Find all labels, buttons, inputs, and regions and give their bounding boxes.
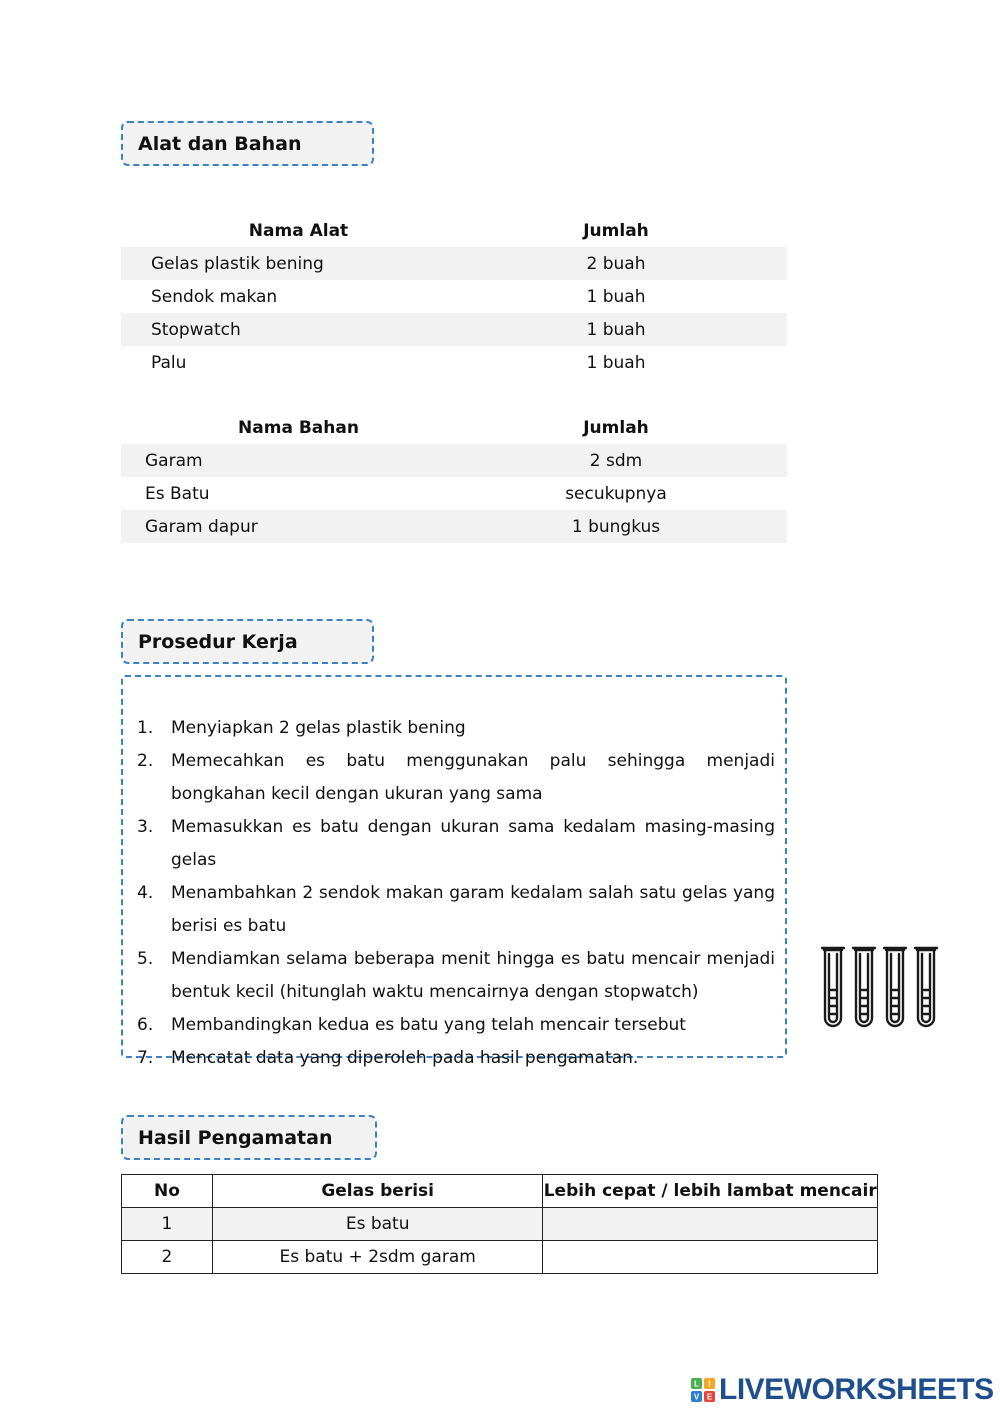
test-tube-icon [853, 948, 875, 1026]
column-header: Nama Alat [248, 220, 349, 241]
alat-table [121, 214, 787, 379]
step-number: 6. [137, 1015, 154, 1035]
test-tube-icon [884, 948, 906, 1026]
list-item [137, 811, 775, 877]
table-header [121, 411, 787, 444]
column-header: Jumlah [583, 417, 649, 438]
logo-letter: E [706, 1392, 713, 1402]
table-row [121, 477, 787, 510]
table-cell: 1 [122, 1208, 213, 1241]
table-cell: 1 buah [586, 286, 646, 307]
column-header: Lebih cepat / lebih lambat mencair [543, 1175, 878, 1208]
step-number: 3. [137, 817, 154, 837]
step-text: Menyiapkan 2 gelas plastik bening [171, 718, 466, 738]
table-cell: Sendok makan [151, 286, 278, 307]
test-tubes-icon [818, 942, 940, 1034]
result-cell[interactable] [543, 1241, 878, 1274]
column-header: Nama Bahan [238, 417, 359, 438]
section-title: Alat dan Bahan [138, 132, 302, 155]
section-title: Hasil Pengamatan [138, 1126, 333, 1149]
step-number: 5. [137, 949, 154, 969]
test-tube-icon [915, 948, 937, 1026]
table-cell: 1 buah [586, 352, 646, 373]
table-row [122, 1208, 878, 1241]
list-item [137, 712, 775, 745]
table-cell: 2 buah [586, 253, 646, 274]
step-text: Membandingkan kedua es batu yang telah mencair tersebut [171, 1015, 686, 1035]
table-cell: 2 sdm [589, 450, 643, 471]
step-text: Mendiamkan selama beberapa menit hingga es batu mencair menjadi bentuk kecil (hitunglah waktu mencairnya dengan stopwatch) [171, 949, 775, 1002]
table-row [121, 510, 787, 543]
step-number: 4. [137, 883, 154, 903]
section-heading-alat-dan-bahan [121, 121, 374, 166]
table-header [121, 214, 787, 247]
procedure-box [121, 675, 787, 1068]
table-row [121, 247, 787, 280]
column-header: Jumlah [583, 220, 649, 241]
table-cell: Es batu [212, 1208, 543, 1241]
section-heading-hasil-pengamatan [121, 1115, 377, 1160]
table-cell: Stopwatch [151, 319, 241, 340]
section-title: Prosedur Kerja [138, 630, 298, 653]
table-row [122, 1241, 878, 1274]
table-cell: Es Batu [145, 483, 210, 504]
list-item [137, 943, 775, 1009]
table-cell: secukupnya [565, 483, 667, 504]
table-row [121, 444, 787, 477]
table-cell: Palu [151, 352, 187, 373]
liveworksheets-brand [691, 1373, 994, 1407]
step-text: Memasukkan es batu dengan ukuran sama kedalam masing-masing gelas [171, 817, 775, 870]
table-cell: Gelas plastik bening [151, 253, 324, 274]
column-header: Gelas berisi [212, 1175, 543, 1208]
logo-letter: L [694, 1379, 699, 1389]
table-cell: Garam dapur [145, 516, 258, 537]
list-item [137, 1042, 775, 1075]
procedure-list [137, 712, 775, 1075]
step-number: 2. [137, 751, 154, 771]
table-row [121, 280, 787, 313]
list-item [137, 745, 775, 811]
liveworksheets-logo-icon [691, 1378, 715, 1402]
logo-letter: V [693, 1392, 700, 1402]
table-cell: Garam [145, 450, 203, 471]
section-heading-prosedur-kerja [121, 619, 374, 664]
table-row [121, 346, 787, 379]
table-cell: Es batu + 2sdm garam [212, 1241, 543, 1274]
result-cell[interactable] [543, 1208, 878, 1241]
brand-name: LIVEWORKSHEETS [719, 1373, 994, 1406]
logo-letter: I [708, 1379, 711, 1389]
step-text: Memecahkan es batu menggunakan palu sehingga menjadi bongkahan kecil dengan ukuran yang sama [171, 751, 775, 804]
table-cell: 1 buah [586, 319, 646, 340]
table-header [122, 1175, 878, 1208]
step-number: 7. [137, 1048, 154, 1068]
list-item [137, 877, 775, 943]
table-cell: 2 [122, 1241, 213, 1274]
step-number: 1. [137, 718, 154, 738]
column-header: No [122, 1175, 213, 1208]
bahan-table [121, 411, 787, 543]
step-text: Menambahkan 2 sendok makan garam kedalam salah satu gelas yang berisi es batu [171, 883, 775, 936]
test-tube-icon [822, 948, 844, 1026]
table-cell: 1 bungkus [571, 516, 661, 537]
list-item [137, 1009, 775, 1042]
step-text: Mencatat data yang diperoleh pada hasil pengamatan. [171, 1048, 639, 1068]
observation-table [121, 1174, 878, 1274]
table-row [121, 313, 787, 346]
